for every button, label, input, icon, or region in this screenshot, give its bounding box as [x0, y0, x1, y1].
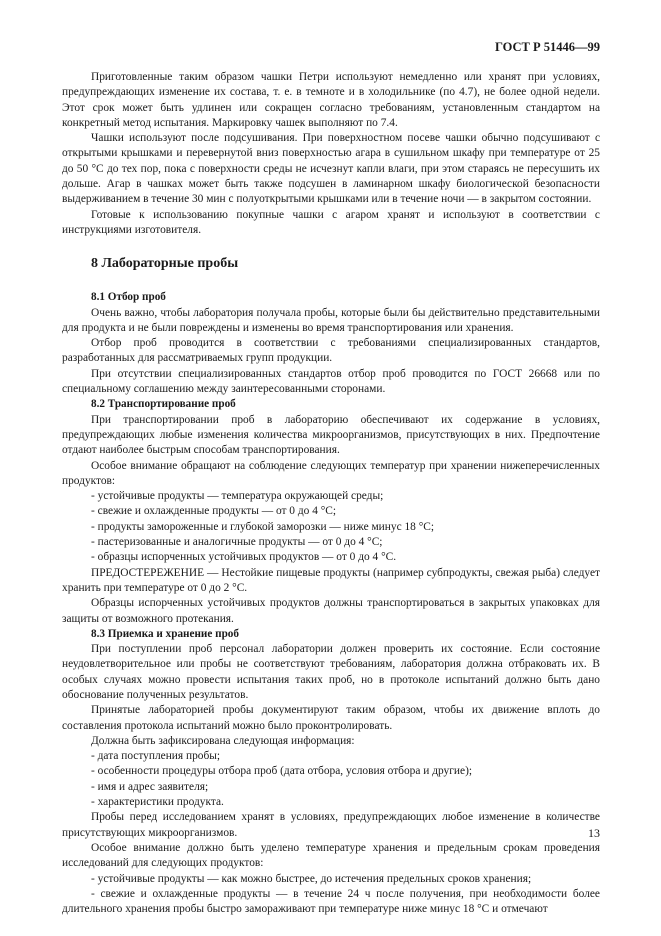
list-item: - свежие и охлажденные продукты — в течение 24 ч после получения, при необходимости более длительного хранения пробы быстро замораживают при температуре ниже минус 18 °С и отмечают: [62, 887, 600, 916]
subsection-heading: 8.3 Приемка и хранение проб: [91, 627, 239, 640]
paragraph: При транспортировании проб в лабораторию обеспечивают их содержание в условиях, предупреждающих любые изменения количества микроорганизмов, присутствующих в них. Предпочтение отдают наиболее быстрым способам транспортирования.: [62, 413, 600, 457]
paragraph: Готовые к использованию покупные чашки с агаром хранят и используют в соответствии с инструкциями изготовителя.: [62, 208, 600, 236]
list-item: - особенности процедуры отбора проб (дата отбора, условия отбора и другие);: [91, 765, 473, 778]
list-item: - имя и адрес заявителя;: [91, 780, 209, 793]
list-item: - пастеризованные и аналогичные продукты — от 0 до 4 °С;: [91, 536, 383, 549]
document-body: [62, 70, 600, 917]
list-item: - образцы испорченных устойчивых продуктов — от 0 до 4 °С.: [91, 551, 397, 564]
list-item: - характеристики продукта.: [91, 796, 224, 809]
paragraph: Должна быть зафиксирована следующая информация:: [91, 734, 355, 747]
list-item: - устойчивые продукты — температура окружающей среды;: [91, 490, 384, 503]
list-item: - устойчивые продукты — как можно быстрее, до истечения предельных сроков хранения;: [91, 872, 532, 885]
list-item: - дата поступления пробы;: [91, 750, 221, 763]
paragraph: Пробы перед исследованием хранят в условиях, предупреждающих любое изменение в количестве присутствующих микроорганизмов.: [62, 811, 600, 839]
subsection-heading: 8.1 Отбор проб: [91, 291, 166, 304]
paragraph: Особое внимание должно быть уделено температуре хранения и предельным срокам проведения исследований для следующих продуктов:: [62, 841, 600, 870]
paragraph: Чашки используют после подсушивания. При поверхностном посеве чашки обычно подсушивают с открытыми крышками и перевернутой вниз поверхностью агара в сушильном шкафу при температуре от 25 до 50 °С до тех пор, пока с поверхности среды не исчезнут капли влаги, при этом стараясь не пересушить их дольше. Агар в чашках может быть также подсушен в ламинарном шкафу биологической безопасности выдерживанием в течение 30 мин с полуоткрытыми крышками или в течение ночи — в закрытом состоянии.: [62, 132, 600, 206]
paragraph: Особое внимание обращают на соблюдение следующих температур при хранении нижеперечисленных продуктов:: [62, 459, 600, 487]
page-number: 13: [588, 826, 600, 840]
paragraph: Образцы испорченных устойчивых продуктов должны транспортироваться в закрытых упаковках для защиты от возможного протекания.: [62, 597, 600, 625]
paragraph: При отсутствии специализированных стандартов отбор проб проводится по ГОСТ 26668 или по специальному соглашению между заинтересованными сторонами.: [62, 367, 600, 396]
standard-header: ГОСТ Р 51446—99: [494, 40, 600, 54]
paragraph: Очень важно, чтобы лаборатория получала пробы, которые были бы действительно представительными для продукта и не были повреждены и изменены во время транспортирования или хранения.: [62, 306, 600, 334]
subsection-heading: 8.2 Транспортирование проб: [91, 398, 236, 411]
paragraph: Приготовленные таким образом чашки Петри используют немедленно или хранят при условиях, предупреждающих изменение их состава, т. е. в темноте и в холодильнике (по 4.7), не более одной недели. Этот срок может быть удлинен или сокращен согласно требованиям, установленным стандартом на конкретный метод испытания. Маркировку чашек выполняют по 7.4.: [62, 71, 600, 129]
paragraph: Отбор проб проводится в соответствии с требованиями специализированных стандартов, разработанных для рассматриваемых групп продукции.: [62, 337, 600, 365]
warning-paragraph: ПРЕДОСТЕРЕЖЕНИЕ — Нестойкие пищевые продукты (например субпродукты, свежая рыба) следует хранить при температуре от 0 до 2 °С.: [62, 566, 600, 594]
paragraph: Принятые лабораторией пробы документируют таким образом, чтобы их движение вплоть до составления протокола испытаний можно было проконтролировать.: [62, 704, 600, 732]
paragraph: При поступлении проб персонал лаборатории должен проверить их состояние. Если состояние неудовлетворительное или пробы не соответствуют требованиям, лаборатория должна отбраковать их. В особых случаях можно провести испытания таких проб, но в протоколе испытаний должно быть дано обоснование полученных результатов.: [62, 643, 600, 701]
list-item: - продукты замороженные и глубокой заморозки — ниже минус 18 °С;: [91, 520, 435, 533]
section-heading: 8 Лабораторные пробы: [91, 256, 239, 272]
list-item: - свежие и охлажденные продукты — от 0 до 4 °С;: [91, 505, 337, 518]
